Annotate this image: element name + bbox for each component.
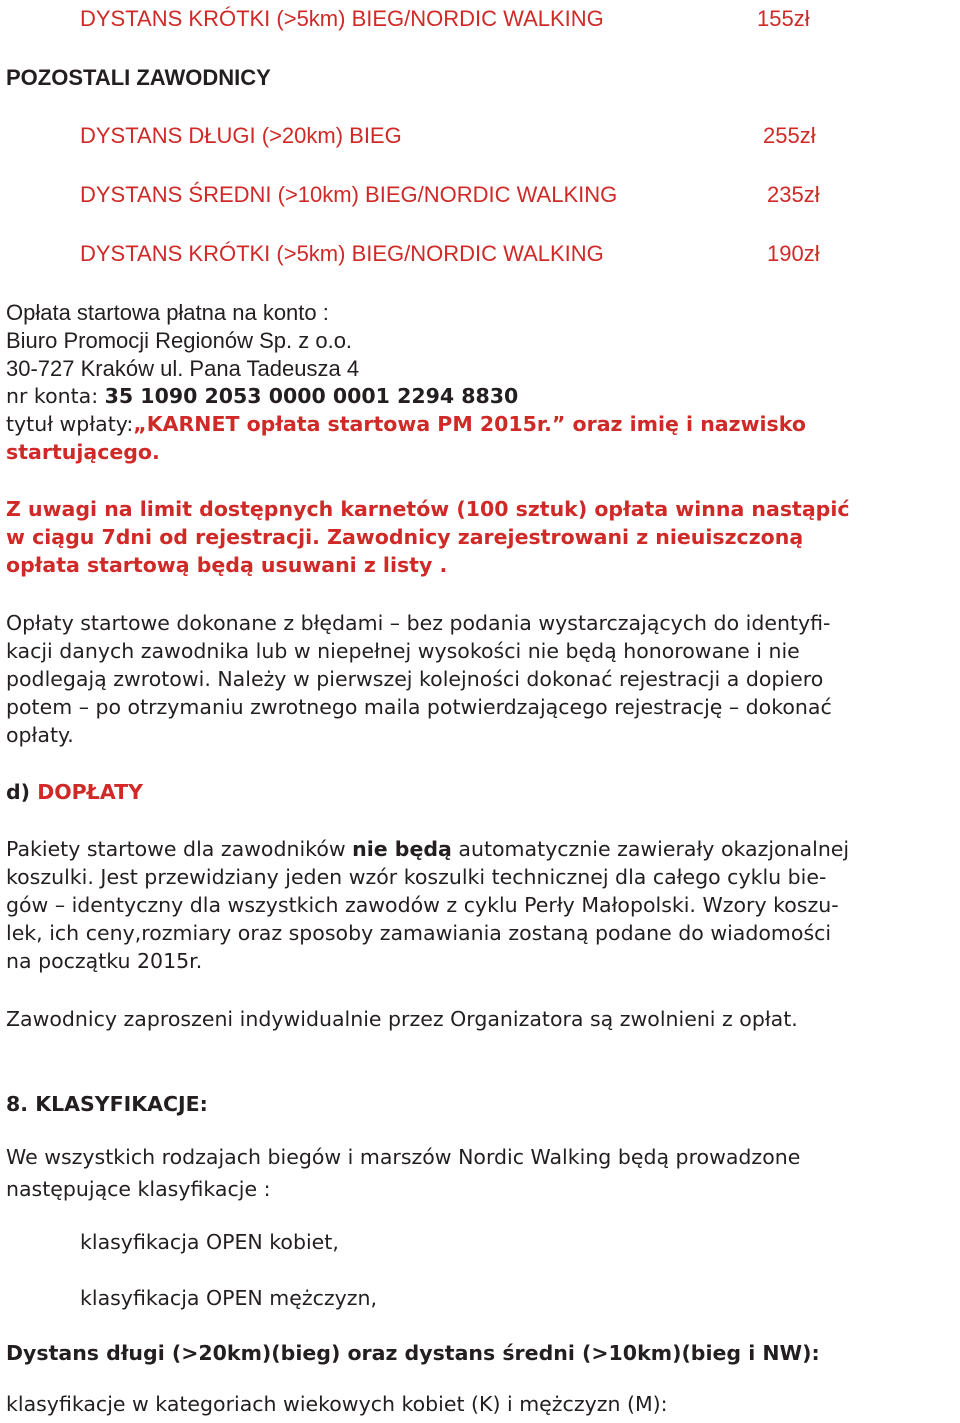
classification-item: klasyfikacja OPEN kobiet, bbox=[80, 1230, 339, 1254]
payment-title-line bbox=[6, 412, 806, 436]
limit-notice-line: Z uwagi na limit dostępnych karnetów (100 sztuk) opłata winna nastąpić bbox=[6, 497, 850, 521]
errors-paragraph-line: kacji danych zawodnika lub w niepełnej wysokości nie będą honorowane i nie bbox=[6, 639, 800, 663]
fee-row-price: 190zł bbox=[767, 241, 820, 266]
payment-line: Biuro Promocji Regionów Sp. z o.o. bbox=[6, 328, 353, 353]
payment-title-value: „KARNET opłata startowa PM 2015r.” bbox=[133, 412, 566, 436]
section-d-line: koszulki. Jest przewidziany jeden wzór koszulki technicznej dla całego cyklu bie- bbox=[6, 865, 827, 889]
fee-row-label: DYSTANS KRÓTKI (>5km) BIEG/NORDIC WALKING bbox=[80, 241, 604, 266]
section-d-title: DOPŁATY bbox=[37, 780, 143, 804]
errors-paragraph-line: potem – po otrzymaniu zwrotnego maila potwierdzającego rejestrację – dokonać bbox=[6, 695, 832, 719]
fee-row-label: DYSTANS DŁUGI (>20km) BIEG bbox=[80, 123, 402, 148]
fee-row-label: DYSTANS KRÓTKI (>5km) BIEG/NORDIC WALKING bbox=[80, 6, 604, 31]
section-d-exemption: Zawodnicy zaproszeni indywidualnie przez Organizatora są zwolnieni z opłat. bbox=[6, 1007, 798, 1031]
text-span: Pakiety startowe dla zawodników bbox=[6, 837, 353, 861]
fee-row-price: 255zł bbox=[763, 123, 816, 148]
section-8-intro-line: następujące klasyfikacje : bbox=[6, 1177, 271, 1201]
section-d-line: gów – identyczny dla wszystkich zawodów z cyklu Perły Małopolski. Wzory koszu- bbox=[6, 893, 839, 917]
errors-paragraph-line: Opłaty startowe dokonane z błędami – bez podania wystarczających do identyfi- bbox=[6, 611, 831, 635]
payment-line: 30-727 Kraków ul. Pana Tadeusza 4 bbox=[6, 356, 360, 381]
fee-row-price: 155zł bbox=[757, 6, 810, 31]
limit-notice-line: w ciągu 7dni od rejestracji. Zawodnicy zarejestrowani z nieuiszczoną bbox=[6, 525, 804, 549]
section-8-subheading: Dystans długi (>20km)(bieg) oraz dystans średni (>10km)(bieg i NW): bbox=[6, 1341, 820, 1365]
payment-title-suffix: oraz imię i nazwisko bbox=[565, 412, 806, 436]
account-number-line bbox=[6, 384, 518, 408]
section-d-heading bbox=[6, 780, 143, 804]
account-label: nr konta: bbox=[6, 384, 105, 408]
section-8-last-line: klasyfikacje w kategoriach wiekowych kobiet (K) i mężczyzn (M): bbox=[6, 1392, 668, 1416]
fee-row-label: DYSTANS ŚREDNI (>10km) BIEG/NORDIC WALKING bbox=[80, 182, 618, 207]
section-d-prefix: d) bbox=[6, 780, 38, 804]
section-8-intro-line: We wszystkich rodzajach biegów i marszów Nordic Walking będą prowadzone bbox=[6, 1145, 801, 1169]
text-span: automatycznie zawierały okazjonalnej bbox=[451, 837, 850, 861]
errors-paragraph-line: opłaty. bbox=[6, 723, 74, 747]
errors-paragraph-line: podlegają zwrotowi. Należy w pierwszej kolejności dokonać rejestracji a dopiero bbox=[6, 667, 824, 691]
emphasis-span: nie będą bbox=[352, 837, 452, 861]
payment-title-suffix-cont: startującego. bbox=[6, 440, 160, 464]
section-d-line: lek, ich ceny,rozmiary oraz sposoby zamawiania zostaną podane do wiadomości bbox=[6, 921, 832, 945]
section-d-line: na początku 2015r. bbox=[6, 949, 203, 973]
payment-line: Opłata startowa płatna na konto : bbox=[6, 300, 329, 325]
limit-notice-line: opłata startową będą usuwani z listy . bbox=[6, 553, 448, 577]
account-number: 35 1090 2053 0000 0001 2294 8830 bbox=[104, 384, 519, 408]
section-8-heading: 8. KLASYFIKACJE: bbox=[6, 1092, 208, 1116]
fee-row-price: 235zł bbox=[767, 182, 820, 207]
group-heading: POZOSTALI ZAWODNICY bbox=[6, 65, 271, 90]
classification-item: klasyfikacja OPEN mężczyzn, bbox=[80, 1286, 378, 1310]
section-d-line bbox=[6, 837, 849, 861]
payment-title-label: tytuł wpłaty: bbox=[6, 412, 134, 436]
